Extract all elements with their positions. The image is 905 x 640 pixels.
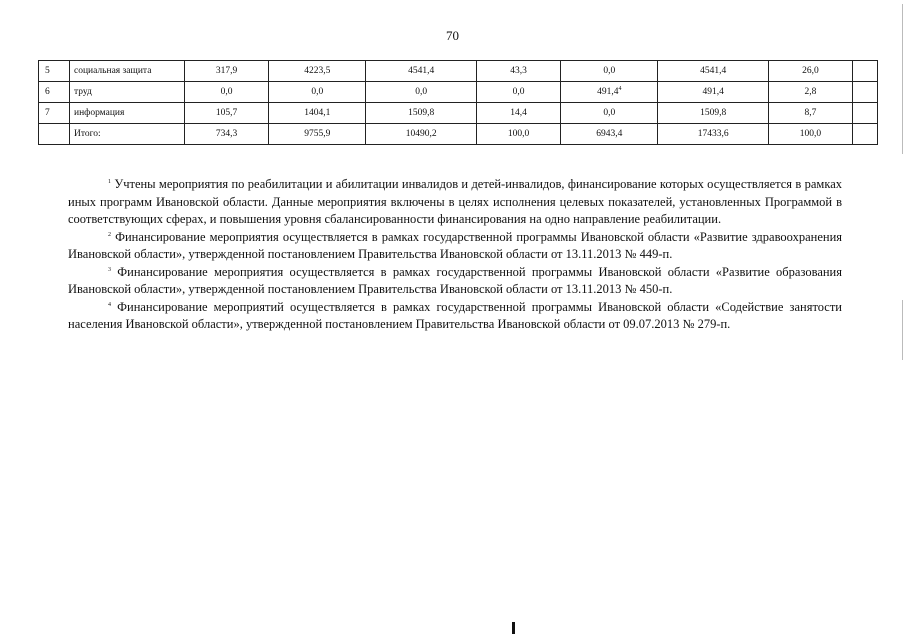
table-row-total bbox=[39, 124, 878, 145]
footnote-marker: 2 bbox=[108, 231, 111, 238]
table-cell: 1509,8 bbox=[658, 103, 768, 124]
footnote-text: Финансирование мероприятия осуществляется в рамках государственной программы Ивановской области «Развитие образования Ивановской области», утвержденной постановлением Правительства Ивановской области от 13.11.2013 № 450-п. bbox=[68, 264, 842, 296]
footnote-marker: 4 bbox=[108, 301, 111, 308]
table-cell bbox=[853, 82, 878, 103]
table-cell bbox=[853, 61, 878, 82]
table-cell: 0,0 bbox=[269, 82, 366, 103]
row-name: информация bbox=[70, 103, 185, 124]
table-cell: 317,9 bbox=[185, 61, 269, 82]
table-cell bbox=[561, 61, 658, 82]
footnote-2 bbox=[68, 229, 842, 264]
cell-value: 0,0 bbox=[603, 66, 616, 76]
table-cell: 14,4 bbox=[476, 103, 560, 124]
row-name: Итого: bbox=[70, 124, 185, 145]
footnote-text: Финансирование мероприятия осуществляется в рамках государственной программы Ивановской области «Развитие здравоохранения Ивановской области», утвержденной постановлением Правительства Ивановской области от 13.11.2013 № 449-п. bbox=[68, 229, 843, 261]
footnote-4 bbox=[68, 299, 842, 334]
row-name: социальная защита bbox=[70, 61, 185, 82]
cell-value: 6943,4 bbox=[596, 129, 623, 139]
footnote-marker: 3 bbox=[108, 266, 111, 273]
footnote-text: Финансирование мероприятий осуществляется в рамках государственной программы Ивановской области «Содействие занятости населения Ивановской области», утвержденной постановлением Правительства Ивановской области от 09.07.2013 № 279-п. bbox=[68, 299, 842, 331]
cell-value: 0,0 bbox=[603, 108, 616, 118]
table-cell bbox=[853, 124, 878, 145]
table-cell: 4223,5 bbox=[269, 61, 366, 82]
table-cell bbox=[561, 124, 658, 145]
scan-edge-artifact bbox=[902, 4, 903, 154]
table-cell: 9755,9 bbox=[269, 124, 366, 145]
table-row bbox=[39, 103, 878, 124]
footnote-1 bbox=[68, 176, 842, 229]
scan-edge-artifact bbox=[902, 300, 903, 360]
table-cell: 734,3 bbox=[185, 124, 269, 145]
table-cell: 26,0 bbox=[768, 61, 852, 82]
table-cell bbox=[561, 103, 658, 124]
footnotes bbox=[68, 176, 842, 334]
row-number bbox=[39, 124, 70, 145]
table-row bbox=[39, 61, 878, 82]
budget-table bbox=[38, 60, 878, 145]
table-cell: 4541,4 bbox=[658, 61, 768, 82]
table-cell: 0,0 bbox=[185, 82, 269, 103]
page-number: 70 bbox=[446, 28, 459, 43]
table-cell: 17433,6 bbox=[658, 124, 768, 145]
table-row bbox=[39, 82, 878, 103]
table-cell bbox=[853, 103, 878, 124]
scan-artifact bbox=[512, 622, 515, 634]
footnote-3 bbox=[68, 264, 842, 299]
table-cell: 0,0 bbox=[366, 82, 476, 103]
row-number: 7 bbox=[39, 103, 70, 124]
footnote-ref: 4 bbox=[618, 85, 622, 92]
table-cell: 43,3 bbox=[476, 61, 560, 82]
table-cell: 1404,1 bbox=[269, 103, 366, 124]
row-number: 5 bbox=[39, 61, 70, 82]
table-cell: 2,8 bbox=[768, 82, 852, 103]
table-cell bbox=[561, 82, 658, 103]
table-cell: 10490,2 bbox=[366, 124, 476, 145]
table-cell: 100,0 bbox=[768, 124, 852, 145]
row-name: труд bbox=[70, 82, 185, 103]
table-cell: 8,7 bbox=[768, 103, 852, 124]
table-cell: 105,7 bbox=[185, 103, 269, 124]
cell-value: 491,4 bbox=[597, 87, 619, 97]
footnote-text: Учтены мероприятия по реабилитации и абилитации инвалидов и детей-инвалидов, финансирование которых осуществляется в рамках иных программ Ивановской области. Данные мероприятия включены в целях исполнения целевых показателей, установленных Программой в соответствующих сферах, и повышения уровня сбалансированности финансирования на одно направление реабилитации. bbox=[68, 177, 843, 226]
table-cell: 4541,4 bbox=[366, 61, 476, 82]
table-cell: 491,4 bbox=[658, 82, 768, 103]
table-cell: 0,0 bbox=[476, 82, 560, 103]
table-cell: 100,0 bbox=[476, 124, 560, 145]
footnote-marker: 1 bbox=[108, 178, 111, 185]
table-cell: 1509,8 bbox=[366, 103, 476, 124]
row-number: 6 bbox=[39, 82, 70, 103]
